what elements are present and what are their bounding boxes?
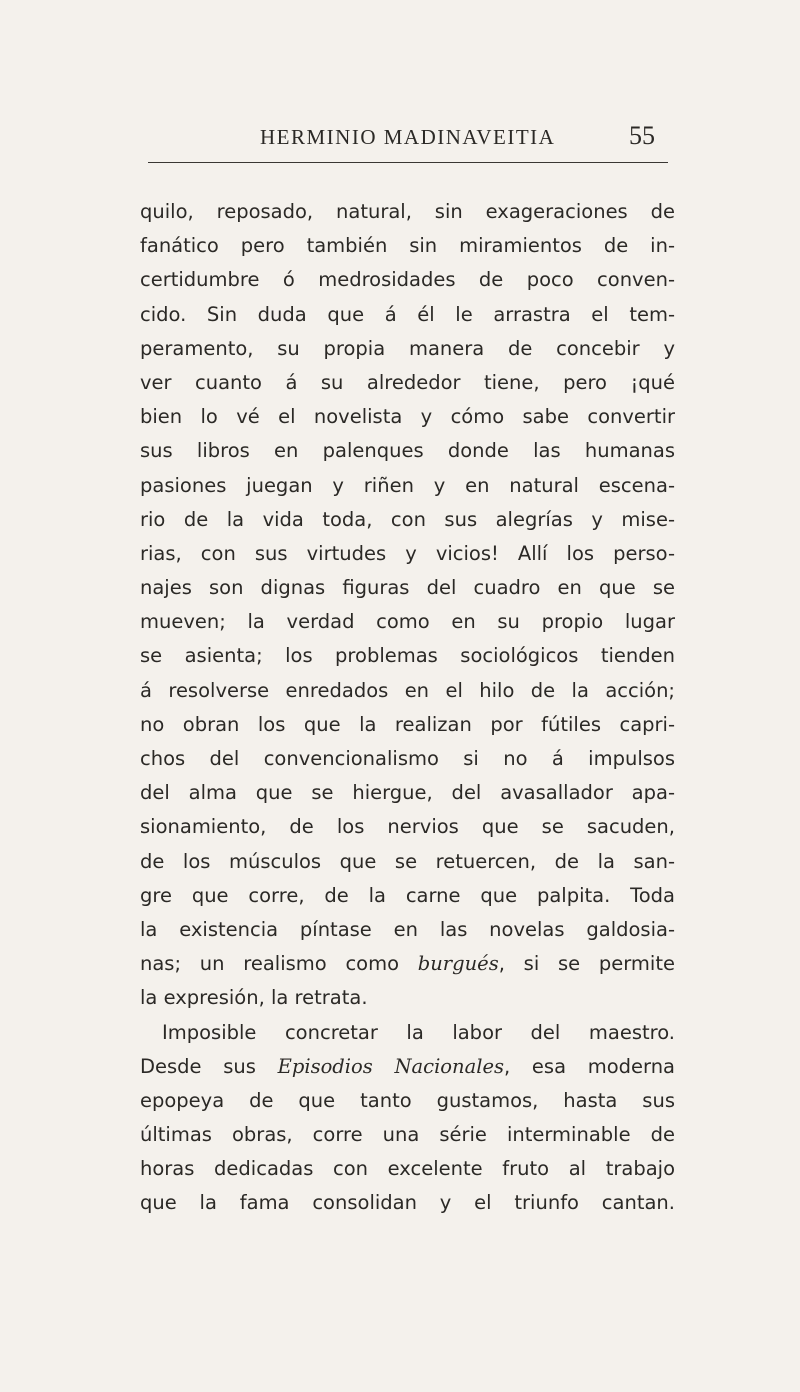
- text-line: certidumbre ó medrosidades de poco conven-: [140, 268, 675, 292]
- text-line: pasiones juegan y riñen y en natural escena-: [140, 473, 675, 497]
- text-line: rio de la vida toda, con sus alegrías y mise-: [140, 507, 675, 531]
- text-run: , si se permite: [498, 952, 675, 976]
- text-run: nas; un realismo como: [140, 952, 418, 976]
- text-line: del alma que se hiergue, del avasallador apa-: [140, 781, 675, 805]
- text-line: quilo, reposado, natural, sin exageraciones de: [140, 200, 675, 223]
- text-line: la existencia píntase en las novelas galdosia-: [140, 917, 675, 941]
- text-line: últimas obras, corre una série interminable de: [140, 1123, 675, 1147]
- page-number: 55: [629, 121, 655, 150]
- text-line: horas dedicadas con excelente fruto al trabajo: [140, 1157, 675, 1181]
- italic-title: burgués: [417, 952, 499, 976]
- text-line: bien lo vé el novelista y cómo sabe convertir: [140, 405, 675, 429]
- text-line: gre que corre, de la carne que palpita. Toda: [140, 883, 675, 907]
- text-line: [140, 947, 675, 981]
- text-line: á resolverse enredados en el hilo de la acción;: [140, 678, 675, 702]
- text-line: que la fama consolidan y el triunfo cantan.: [140, 1191, 675, 1215]
- header-rule: [148, 162, 668, 163]
- text-line: rias, con sus virtudes y vicios! Allí los perso-: [140, 541, 675, 565]
- text-line: ver cuanto á su alrededor tiene, pero ¡qué: [140, 370, 675, 394]
- body-text: [140, 195, 675, 1221]
- text-run: Desde sus: [140, 1054, 278, 1078]
- text-line: Imposible concretar la labor del maestro.: [162, 1020, 675, 1044]
- text-line: la expresión, la retrata.: [140, 986, 368, 1010]
- text-line: najes son dignas figuras del cuadro en que se: [140, 576, 675, 600]
- italic-title: Episodios Nacionales: [277, 1054, 505, 1078]
- text-line: se asienta; los problemas sociológicos tienden: [140, 644, 675, 668]
- text-line: mueven; la verdad como en su propio lugar: [140, 610, 675, 634]
- text-line: fanático pero también sin miramientos de in-: [140, 234, 675, 258]
- text-line: no obran los que la realizan por fútiles capri-: [140, 712, 675, 736]
- text-line: peramento, su propia manera de concebir y: [140, 336, 675, 360]
- running-head: [150, 121, 655, 155]
- text-line: sus libros en palenques donde las humanas: [140, 439, 675, 463]
- text-line: cido. Sin duda que á él le arrastra el tem-: [140, 302, 675, 326]
- text-line: sionamiento, de los nervios que se sacuden,: [140, 815, 675, 839]
- text-line: de los músculos que se retuercen, de la san-: [140, 849, 675, 873]
- text-line: [140, 1050, 675, 1084]
- text-run: , esa moderna: [504, 1054, 675, 1078]
- running-title: HERMINIO MADINAVEITIA: [260, 125, 556, 149]
- text-line: epopeya de que tanto gustamos, hasta sus: [140, 1088, 675, 1112]
- text-line: chos del convencionalismo si no á impulsos: [140, 747, 675, 770]
